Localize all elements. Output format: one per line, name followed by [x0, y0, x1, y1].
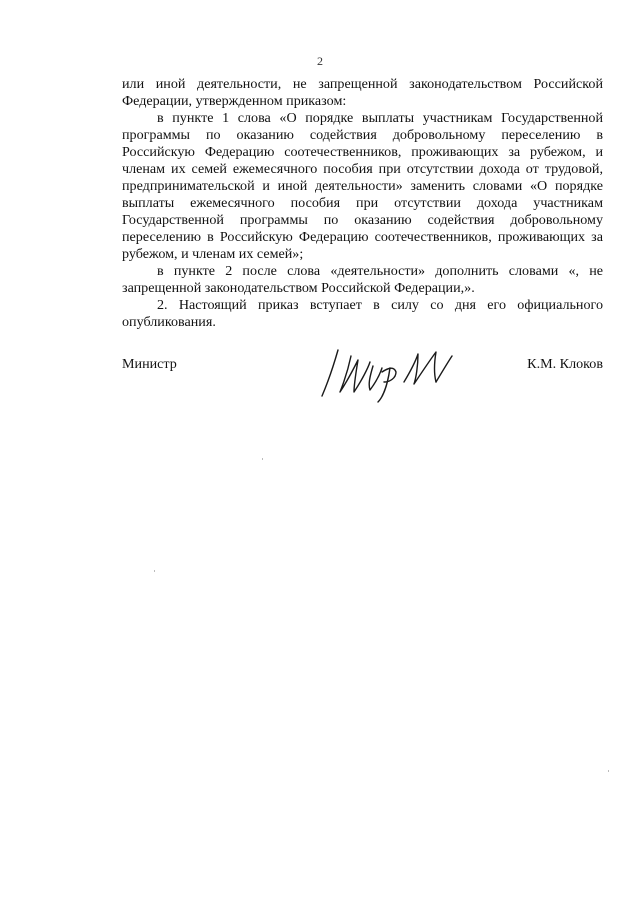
signature-block: [122, 342, 603, 412]
scan-speck: [608, 770, 609, 772]
paragraph-point-2: в пункте 2 после слова «деятельности» дополнить словами «, не запрещенной законодательством Российской Федерации,».: [122, 263, 603, 296]
paragraph-point-1: в пункте 1 слова «О порядке выплаты участникам Государственной программы по оказанию содействия добровольному переселению в Российскую Федерацию соотечественников, проживающих за рубежом, и членам их семей ежемесячного пособия при отсутствии дохода от трудовой, предпринимательской и иной деятельности» заменить словами «О порядке выплаты ежемесячного пособия при отсутствии дохода участникам Государственной программы по оказанию содействия добровольному переселению в Российскую Федерацию соотечественников, проживающих за рубежом, и членам их семей»;: [122, 110, 603, 262]
signer-name: К.М. Клоков: [527, 356, 603, 372]
paragraph-clause-2: 2. Настоящий приказ вступает в силу со дня его официального опубликования.: [122, 297, 603, 330]
scan-speck: [154, 570, 155, 572]
page-number: 2: [317, 54, 323, 68]
scan-speck: [262, 458, 263, 460]
handwritten-signature-icon: [318, 342, 468, 404]
document-body: [122, 76, 603, 331]
paragraph-continuation: или иной деятельности, не запрещенной законодательством Российской Федерации, утвержденном приказом:: [122, 76, 603, 109]
signer-title: Министр: [122, 356, 177, 372]
